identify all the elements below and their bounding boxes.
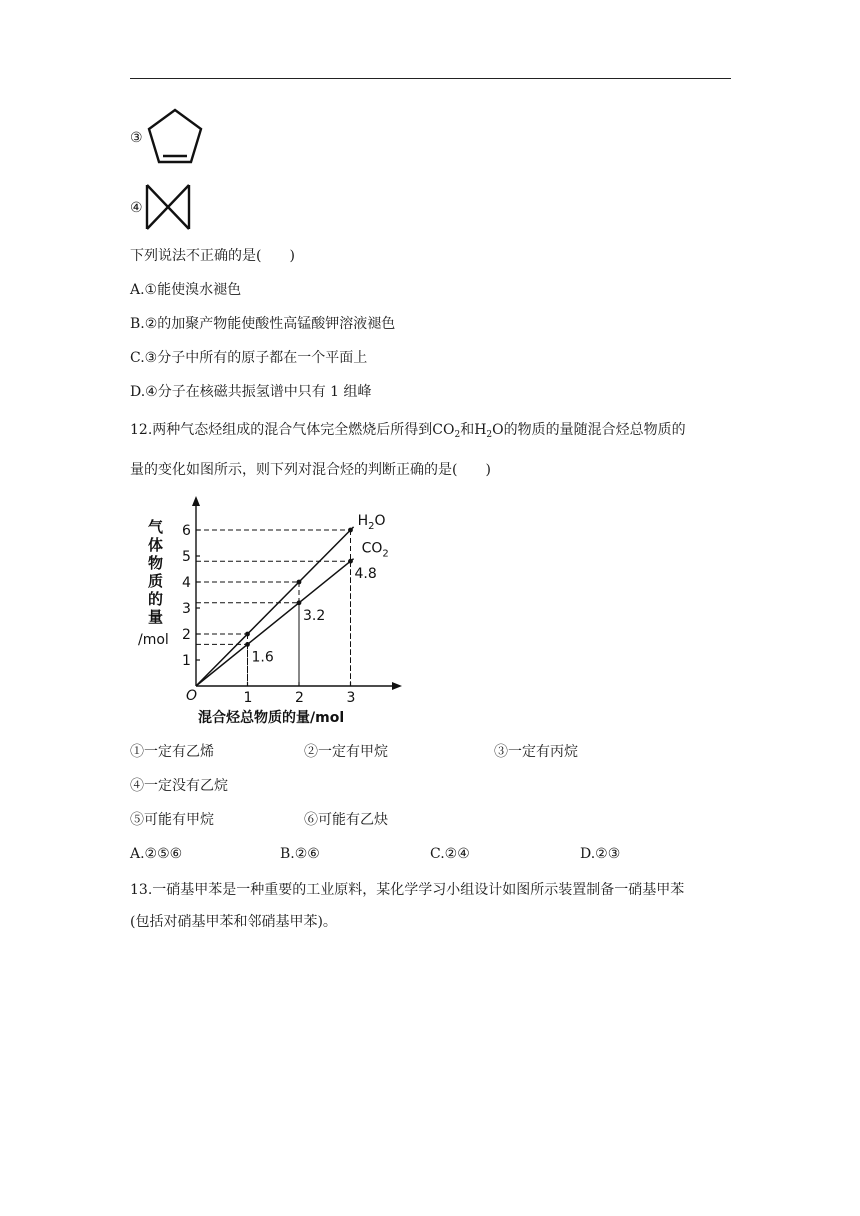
q12-statement-2: ②一定有甲烷 (304, 744, 388, 760)
series-line-CO2 (196, 559, 354, 686)
x-tick-label: 3 (346, 690, 356, 706)
y-label-char: 质 (148, 572, 164, 590)
y-tick-label: 1 (182, 653, 191, 669)
q12-statement-6: ⑥可能有乙炔 (304, 812, 388, 828)
y-label-char: 的 (148, 590, 164, 608)
data-point (348, 559, 353, 564)
structure-4-label: ④ (130, 200, 143, 216)
q12-stem-part1: 12.两种气态烃组成的混合气体完全燃烧后所得到 (130, 422, 433, 438)
structure-3-label: ③ (130, 130, 143, 146)
data-label: 1.6 (251, 649, 274, 666)
q12-choice-a: A.②⑤⑥ (130, 846, 183, 862)
moles-chart (130, 490, 420, 730)
y-tick-label: 3 (182, 601, 191, 617)
q12-statement-3: ③一定有丙烷 (494, 744, 578, 760)
q12-stem-line1 (130, 420, 686, 440)
bicyclic-bowtie-icon (144, 182, 194, 232)
series-label-H2O: $H_2O$ (357, 512, 386, 532)
y-tick-label: 5 (182, 549, 191, 565)
q12-stem-line2: 量的变化如图所示，则下列对混合烃的判断正确的是( ) (130, 462, 491, 478)
q11-stem: 下列说法不正确的是( ) (130, 248, 295, 264)
q12-stem-part2: 的物质的量随混合烃总物质的 (503, 422, 686, 438)
x-tick-label: 1 (243, 690, 253, 706)
q13-line1: 13.一硝基甲苯是一种重要的工业原料，某化学学习小组设计如图所示装置制备一硝基甲苯 (130, 882, 685, 898)
q11-option-a: A.①能使溴水褪色 (130, 282, 242, 298)
y-tick-label: 4 (182, 575, 191, 591)
q12-and: 和 (460, 422, 475, 438)
y-axis-arrow (192, 496, 200, 506)
data-point (297, 580, 302, 585)
series-line-H2O (196, 527, 354, 686)
origin-label: O (186, 688, 198, 704)
q12-statement-5: ⑤可能有甲烷 (130, 812, 214, 828)
y-label-char: 体 (148, 536, 164, 554)
data-point (245, 632, 250, 637)
q12-choice-b: B.②⑥ (280, 846, 320, 862)
q12-choice-d: D.②③ (580, 846, 621, 862)
y-axis-label (138, 518, 169, 648)
q11-option-b: B.②的加聚产物能使酸性高锰酸钾溶液褪色 (130, 316, 396, 332)
header-rule (130, 78, 731, 79)
cyclopentene-icon (144, 106, 206, 168)
x-axis-arrow (392, 682, 402, 690)
x-axis-label: 混合烃总物质的量/mol (198, 710, 345, 726)
data-label: 4.8 (354, 566, 377, 583)
q11-option-d: D.④分子在核磁共振氢谱中只有 1 组峰 (130, 384, 372, 400)
q12-statement-1: ①一定有乙烯 (130, 744, 214, 760)
x-tick-label: 2 (295, 690, 304, 706)
q13-line2: (包括对硝基甲苯和邻硝基甲苯)。 (130, 914, 337, 930)
data-label: 3.2 (303, 607, 326, 624)
q12-co2-formula: $CO_2$ (432, 422, 461, 440)
q11-option-c: C.③分子中所有的原子都在一个平面上 (130, 350, 368, 366)
y-label-char: 量 (148, 608, 164, 626)
q12-statement-4: ④一定没有乙烷 (130, 778, 228, 794)
series-label-CO2: $CO_2$ (361, 540, 389, 560)
data-point (348, 528, 353, 533)
y-label-unit: /mol (138, 632, 169, 648)
data-point (245, 642, 250, 647)
q12-h2o-formula: $H_2O$ (474, 422, 504, 440)
series (196, 513, 389, 686)
y-tick-label: 6 (182, 523, 191, 539)
y-tick-label: 2 (182, 627, 191, 643)
data-point (297, 600, 302, 605)
y-label-char: 物 (148, 554, 164, 572)
q12-choice-c: C.②④ (430, 846, 470, 862)
y-label-char: 气 (148, 518, 164, 536)
